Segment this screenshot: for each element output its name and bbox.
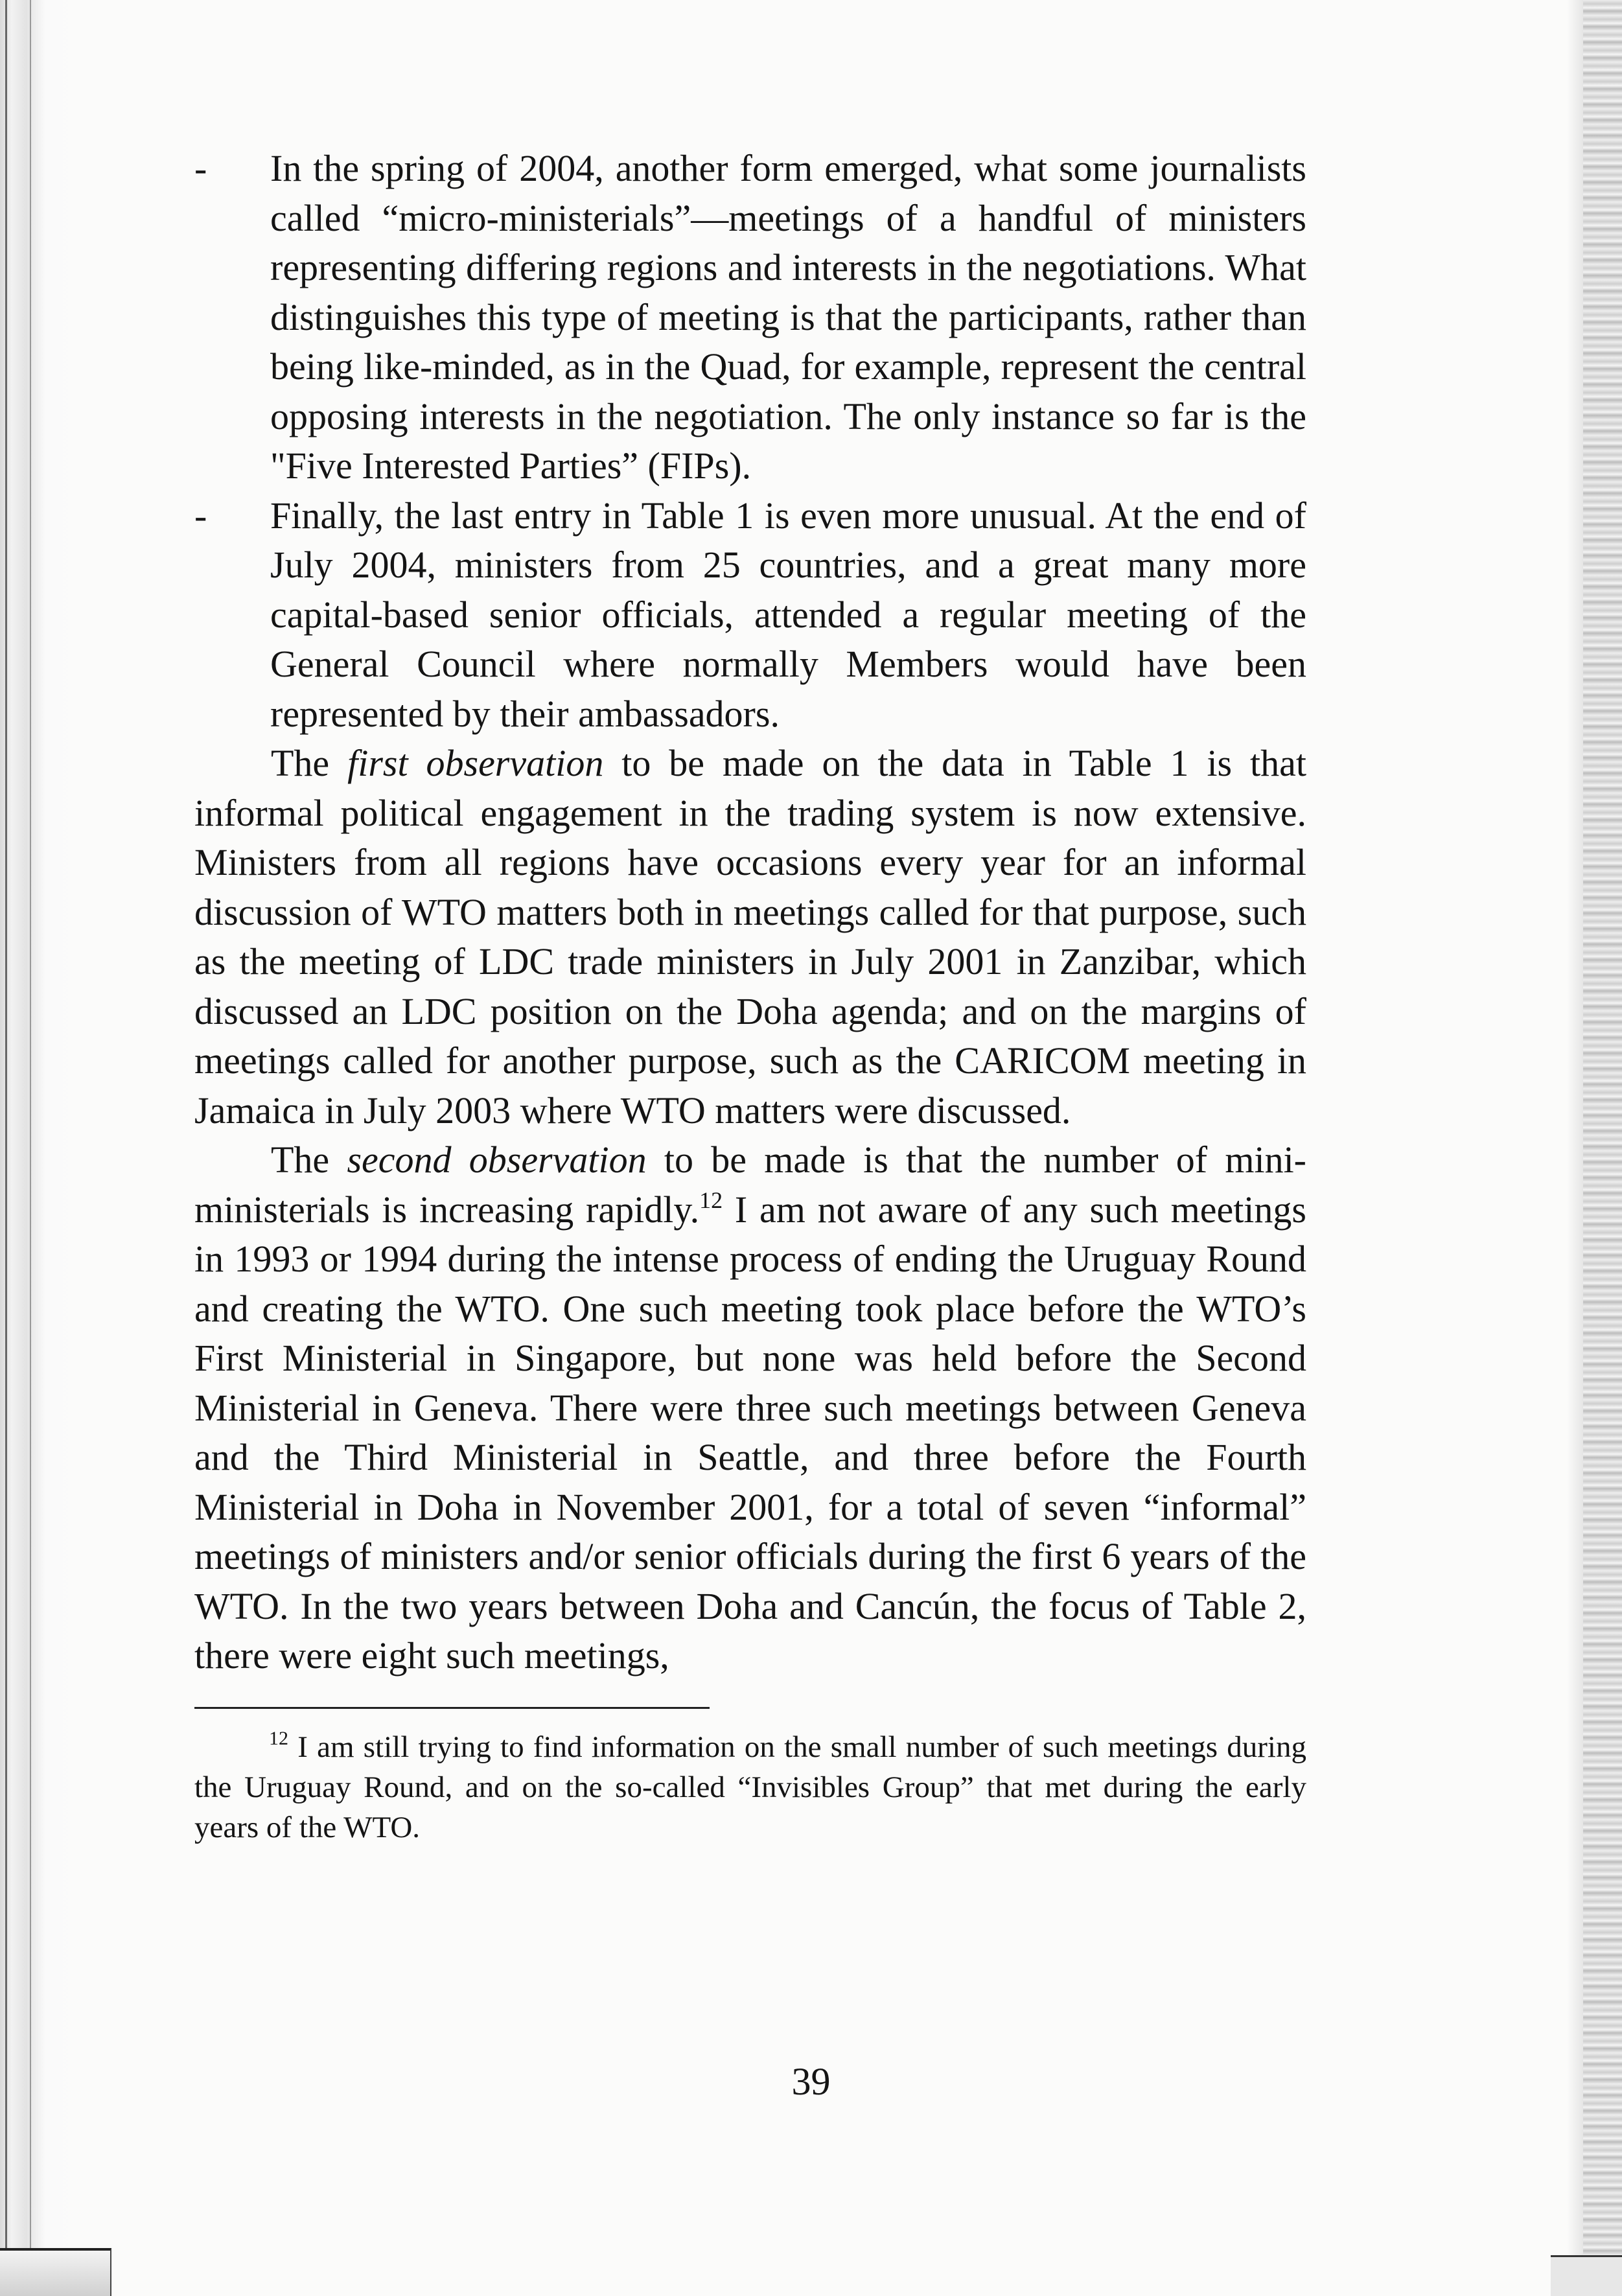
paragraph-text: to be made on the data in Table 1 is that informal political engagement in the trading system is now extensive. Ministers from all regions have occasions every year for an informal discussion of WTO matters both in meetings called for that purpose, such as the meeting of LDC trade ministers in July 2001 in Zanzibar, which discussed an LDC position on the Doha agenda; and on the margins of meetings called for another purpose, such as the CARICOM meeting in Jamaica in July 2003 where WTO matters were discussed. xyxy=(194,742,1307,1131)
bullet-text: In the spring of 2004, another form emerged, what some journalists called “micro-ministerials”—meetings of a handful of ministers representing differing regions and interests in the negotiations. What distinguishes this type of meeting is that the participants, rather than being like-minded, as in the Quad, for example, represent the central opposing interests in the negotiation. The only instance so far is the "Five Interested Parties” (FIPs). xyxy=(270,147,1306,487)
footnote-reference[interactable]: 12 xyxy=(699,1187,723,1213)
emphasis: first observation xyxy=(347,742,604,784)
binding-line xyxy=(30,0,31,2296)
paragraph-text: to be made is that the number of mini-ministerials is increasing rapidly. xyxy=(194,1139,1307,1231)
bullet-item xyxy=(194,144,1306,491)
paragraph-lead: The xyxy=(271,1139,347,1181)
scan-shadow xyxy=(1567,0,1583,2296)
paragraph xyxy=(194,1135,1306,1681)
page-corner xyxy=(1551,2255,1622,2296)
binding-edge xyxy=(0,0,78,2296)
bullet-dash: - xyxy=(194,147,207,189)
page-number: 39 xyxy=(791,2060,831,2103)
body-text xyxy=(194,144,1306,1848)
emphasis: second observation xyxy=(347,1139,647,1181)
footnote xyxy=(194,1727,1306,1848)
bullet-text: Finally, the last entry in Table 1 is even more unusual. At the end of July 2004, ministers from 25 countries, and a great many more capital-based senior officials, attended a regular meeting of the General Council where normally Members would have been represented by their ambassadors. xyxy=(270,494,1306,735)
binding-line xyxy=(5,0,7,2296)
paragraph xyxy=(194,739,1306,1135)
paragraph-lead: The xyxy=(271,742,348,784)
scan-edge xyxy=(1583,0,1622,2296)
bullet-item xyxy=(194,491,1306,739)
page-corner xyxy=(0,2248,111,2296)
bullet-dash: - xyxy=(194,494,207,537)
footnote-text: I am still trying to find information on the small number of such meetings during the Uruguay Round, and on the so-called “Invisibles Group” that met during the early years of the WTO. xyxy=(194,1730,1306,1844)
footnote-divider xyxy=(194,1707,710,1709)
paragraph-text: I am not aware of any such meetings in 1993 or 1994 during the intense process of ending the Uruguay Round and creating the WTO. One such meeting took place before the WTO’s First Ministerial in Singapore, but none was held before the Second Ministerial in Geneva. There were three such meetings between Geneva and the Third Ministerial in Seattle, and three before the Fourth Ministerial in Doha in November 2001, for a total of seven “informal” meetings of ministers and/or senior officials during the first 6 years of the WTO. In the two years between Doha and Cancún, the focus of Table 2, there were eight such meetings, xyxy=(194,1188,1306,1676)
footnote-number: 12 xyxy=(269,1727,288,1749)
